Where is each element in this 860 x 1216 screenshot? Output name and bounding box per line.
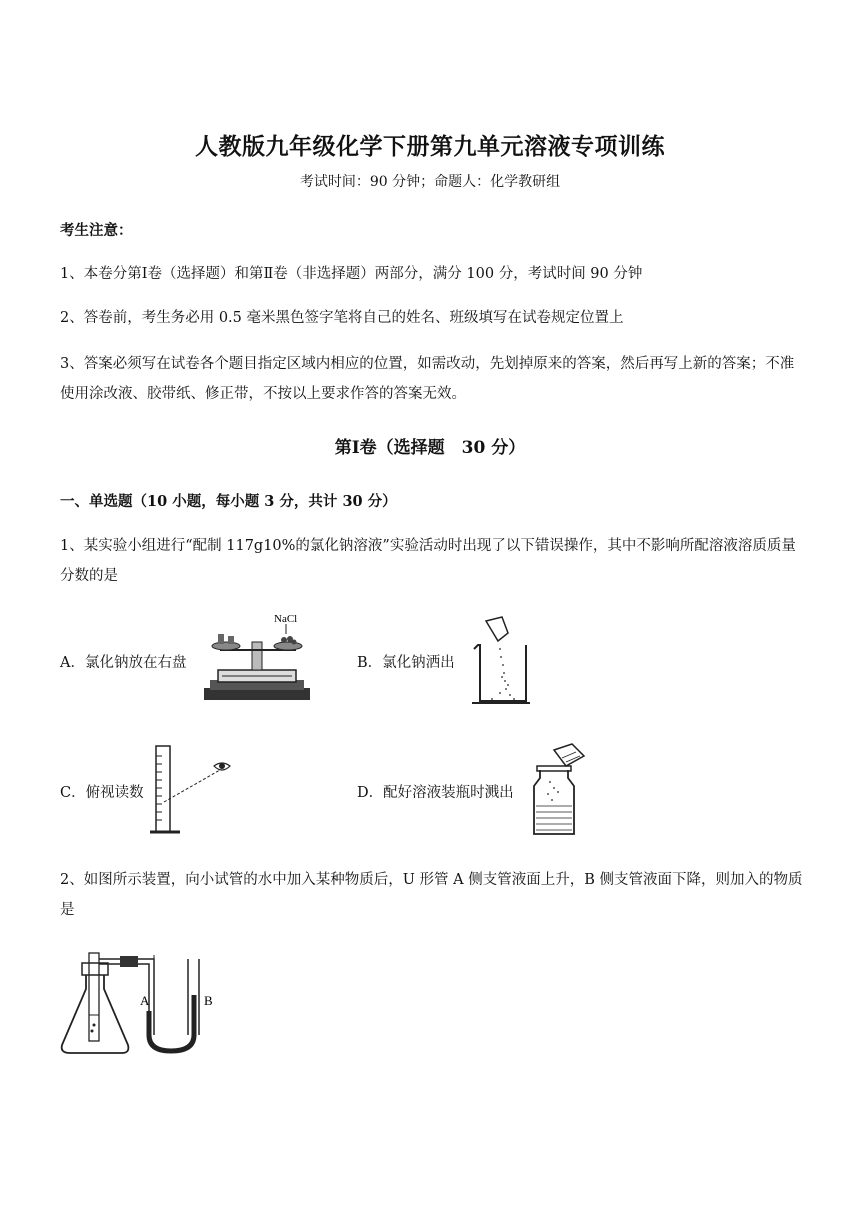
cylinder-reading-figure — [150, 742, 240, 837]
notice-heading: 考生注意： — [60, 222, 133, 239]
question-1-option-c: C．俯视读数 — [60, 785, 144, 801]
question-group-heading: 一、单选题（10 小题，每小题 3 分，共计 30 分） — [60, 493, 397, 510]
u-tube-apparatus-figure — [58, 945, 223, 1060]
balance-figure — [200, 612, 320, 707]
exam-info: 考试时间：90 分钟；命题人：化学教研组 — [299, 174, 561, 190]
u-tube-label-b: B — [204, 993, 213, 1008]
bottle-splash-figure — [528, 742, 598, 837]
question-2-stem: 2、如图所示装置，向小试管的水中加入某种物质后，U 形管 A 侧支管液面上升，B 侧支管液面下降，则加入的物质是 — [60, 872, 803, 918]
nacl-label: NaCl — [274, 613, 298, 625]
section-title: 第Ⅰ卷（选择题 30 分） — [334, 438, 526, 458]
notice-item-2: 2、答卷前，考生务必用 0.5 毫米黑色签字笔将自己的姓名、班级填写在试卷规定位置上 — [60, 310, 624, 326]
question-1-option-b: B．氯化钠洒出 — [357, 655, 455, 671]
question-1-option-d: D．配好溶液装瓶时溅出 — [357, 785, 514, 801]
question-1-stem: 1、某实验小组进行“配制 117g10%的氯化钠溶液”实验活动时出现了以下错误操作，其中不影响所配溶液溶质质量分数的是 — [60, 538, 796, 584]
u-tube-label-a: A — [140, 993, 150, 1008]
page-title: 人教版九年级化学下册第九单元溶液专项训练 — [195, 133, 665, 160]
question-1-option-a: A．氯化钠放在右盘 — [60, 655, 187, 671]
notice-item-1: 1、本卷分第Ⅰ卷（选择题）和第Ⅱ卷（非选择题）两部分，满分 100 分，考试时间 90 分钟 — [60, 266, 643, 282]
notice-item-3: 3、答案必须写在试卷各个题目指定区域内相应的位置，如需改动，先划掉原来的答案，然后再写上新的答案；不准使用涂改液、胶带纸、修正带，不按以上要求作答的答案无效。 — [60, 356, 795, 402]
beaker-spill-figure — [470, 615, 535, 707]
